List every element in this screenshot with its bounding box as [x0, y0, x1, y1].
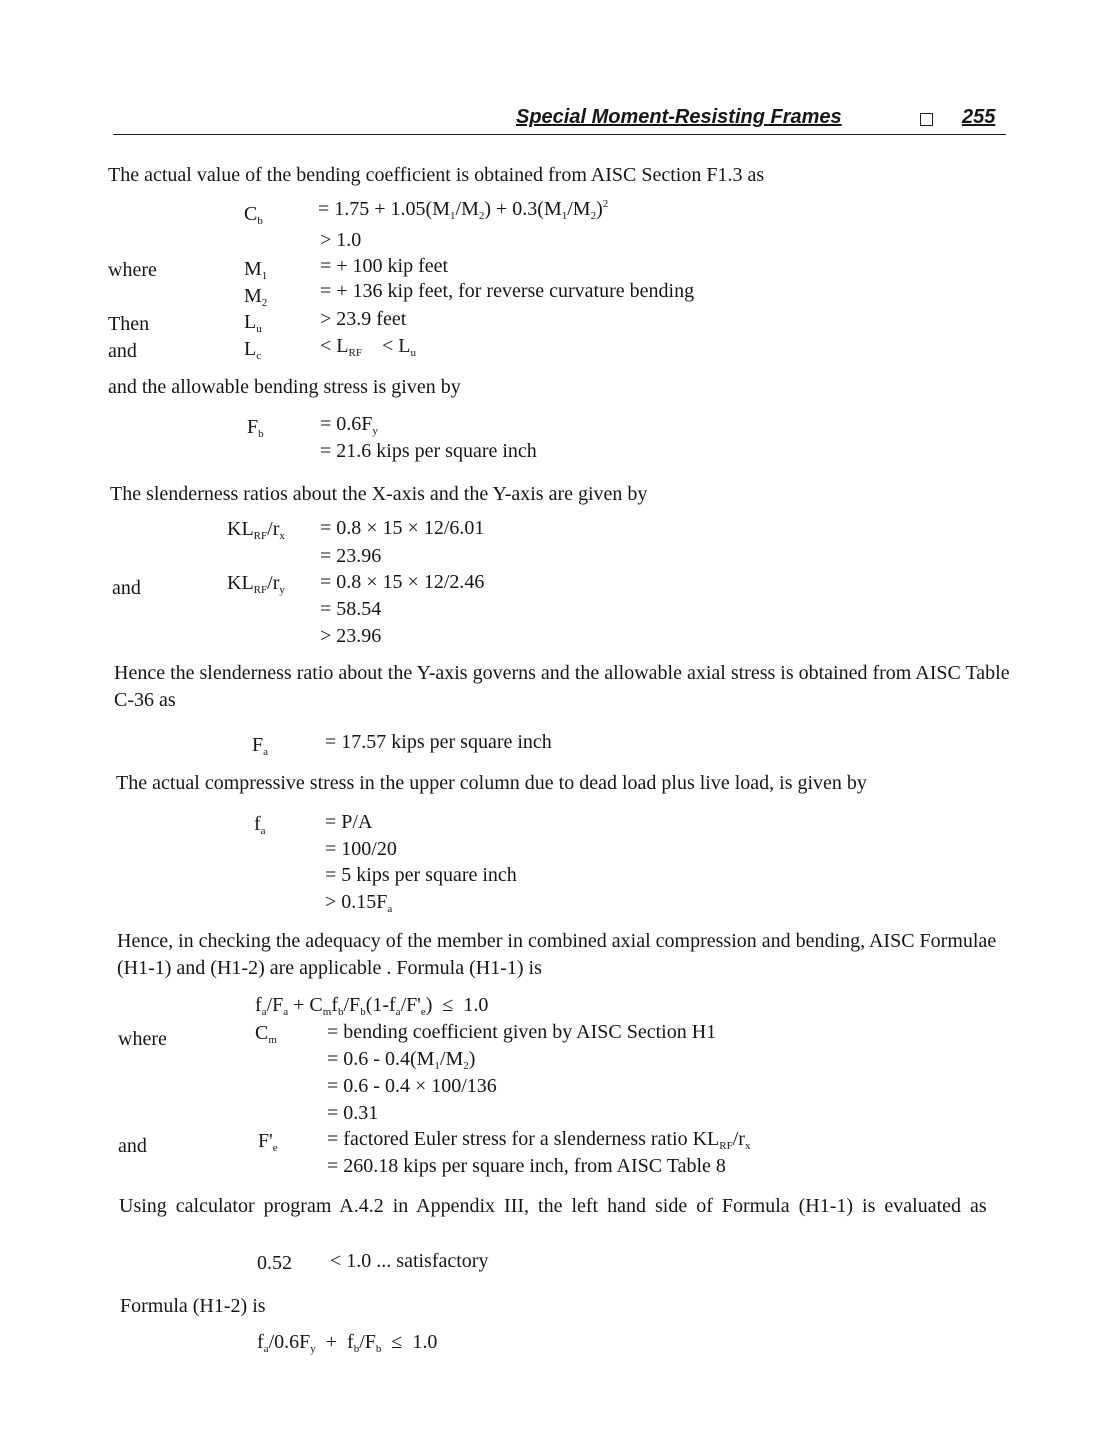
fb-equation-line-1: = $0.6F_y$: [320, 413, 378, 437]
fe-equation-line-2: = 260.18 kips per square inch, from AISC Table 8: [327, 1155, 726, 1177]
symbol-lc: $L_c$: [244, 338, 262, 362]
symbol-kl-rx: $KL_{RF}/r_x$: [227, 518, 285, 542]
fb-equation-line-2: = 21.6 kips per square inch: [320, 440, 537, 462]
formula-h1-1: $f_a/F_a + C_mf_b/F_b(1-f_a/F'_e) \le 1.0$: [255, 994, 489, 1018]
symbol-cm: $C_m$: [255, 1022, 277, 1046]
square-separator-icon: [920, 113, 933, 126]
symbol-fb: $F_b$: [247, 416, 264, 440]
symbol-kl-ry: $KL_{RF}/r_y$: [227, 572, 285, 596]
symbol-fe-prime: $F'_e$: [258, 1130, 278, 1154]
fa-allowable-equation: = 17.57 kips per square inch: [325, 731, 552, 753]
paragraph-combined-axial-bending: Hence, in checking the adequacy of the member in combined axial compression and bending, AISC Formulae (H1-1) and (H1-2) are applicable . Formula (H1-1) is: [117, 930, 997, 979]
label-where: where: [108, 259, 157, 281]
fa-equation-line-1: = P/A: [325, 811, 373, 833]
paragraph-calculator-program: Using calculator program A.4.2 in Appendix III, the left hand side of Formula (H1-1) is evaluated as: [119, 1195, 987, 1217]
chapter-title: Special Moment-Resisting Frames: [516, 106, 842, 128]
label-then: Then: [108, 313, 150, 335]
result-check: < 1.0 ... satisfactory: [330, 1250, 489, 1272]
running-header: [516, 104, 1011, 134]
fa-equation-line-2: = 100/20: [325, 838, 397, 860]
paragraph-bending-coefficient: The actual value of the bending coefficient is obtained from AISC Section F1.3 as: [108, 164, 765, 186]
cm-equation-line-1: = bending coefficient given by AISC Section H1: [327, 1021, 717, 1043]
result-value: 0.52: [257, 1252, 292, 1274]
cm-equation-line-2: = $0.6 - 0.4(M_1/M_2)$: [327, 1048, 476, 1072]
fa-equation-line-3: = 5 kips per square inch: [325, 864, 517, 886]
symbol-fa-actual: $f_a$: [254, 813, 266, 837]
fe-equation-line-1: = factored Euler stress for a slenderness ratio $KL_{RF}/r_x$: [327, 1128, 751, 1152]
symbol-m1: $M_1$: [244, 258, 268, 282]
symbol-cb: $C_b$: [244, 203, 263, 227]
label-where-2: where: [118, 1028, 167, 1050]
klry-equation-line-1: = 0.8 × 15 × 12/2.46: [320, 571, 485, 593]
symbol-m2: $M_2$: [244, 285, 268, 309]
klrx-equation-line-1: = 0.8 × 15 × 12/6.01: [320, 517, 485, 539]
fa-equation-line-4: > $0.15F_a$: [325, 891, 393, 915]
paragraph-y-axis-governs: Hence the slenderness ratio about the Y-axis governs and the allowable axial stress is obtained from AISC Table C-36 as: [114, 662, 1010, 711]
cb-equation-line-2: > 1.0: [320, 229, 362, 251]
symbol-lu: $L_u$: [244, 311, 262, 335]
paragraph-compressive-stress: The actual compressive stress in the upper column due to dead load plus live load, is given by: [116, 772, 867, 794]
lu-equation: > 23.9 feet: [320, 308, 407, 330]
page-number: 255: [962, 106, 996, 128]
m2-equation: = + 136 kip feet, for reverse curvature bending: [320, 280, 695, 302]
formula-h1-2: $f_a/0.6F_y + f_b/F_b \le 1.0$: [257, 1331, 438, 1355]
label-and-2: and: [112, 577, 141, 599]
paragraph-formula-h1-2: Formula (H1-2) is: [120, 1295, 266, 1317]
header-rule: [113, 134, 1006, 135]
lc-equation: < $L_{RF}$ < $L_u$: [320, 335, 416, 359]
m1-equation: = + 100 kip feet: [320, 255, 449, 277]
label-and-3: and: [118, 1135, 147, 1157]
cb-equation-line-1: = $1.75 + 1.05(M_1/M_2) + 0.3(M_1/M_2)^2$: [318, 198, 609, 222]
cm-equation-line-4: = 0.31: [327, 1102, 379, 1124]
symbol-fa-allowable: $F_a$: [252, 734, 269, 758]
paragraph-slenderness-ratios: The slenderness ratios about the X-axis and the Y-axis are given by: [110, 483, 648, 505]
paragraph-allowable-bending: and the allowable bending stress is given by: [108, 376, 461, 398]
klry-equation-line-2: = 58.54: [320, 598, 382, 620]
cm-equation-line-3: = 0.6 - 0.4 × 100/136: [327, 1075, 497, 1097]
klry-equation-line-3: > 23.96: [320, 625, 382, 647]
klrx-equation-line-2: = 23.96: [320, 545, 382, 567]
label-and-1: and: [108, 340, 137, 362]
